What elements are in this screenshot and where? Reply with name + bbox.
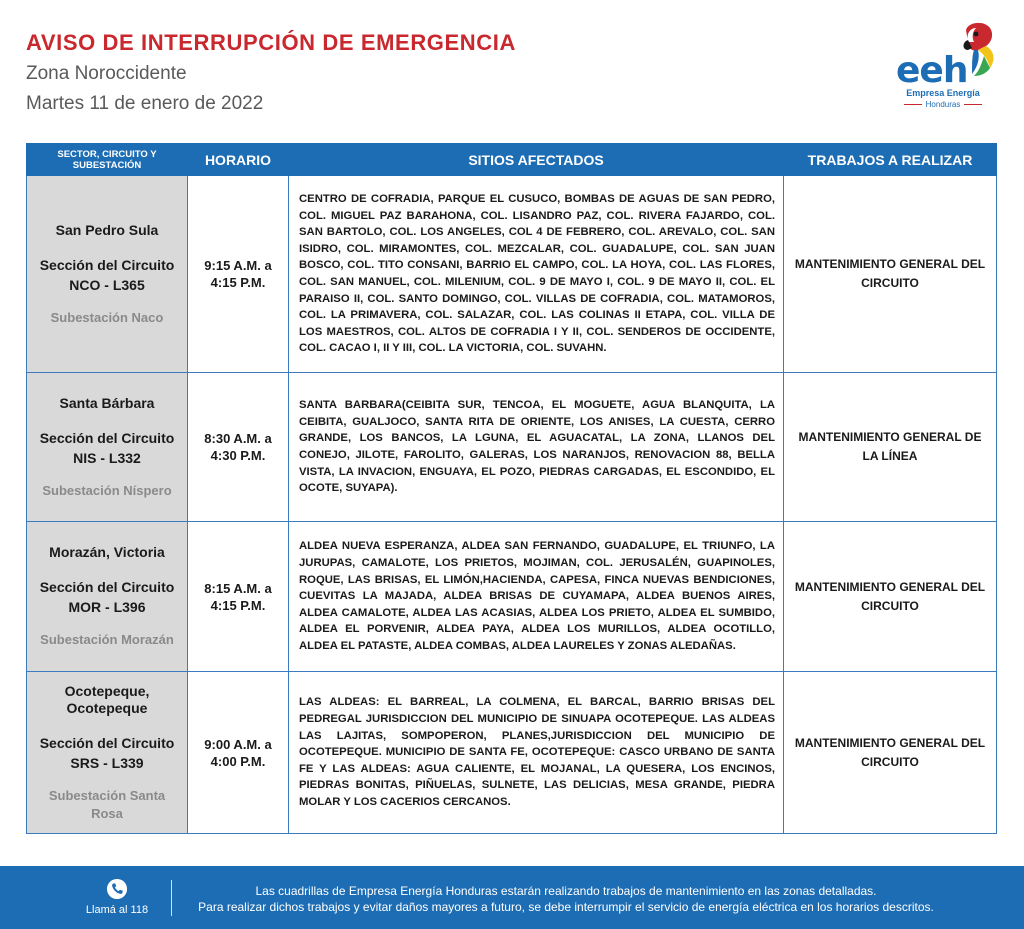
work-description: MANTENIMIENTO GENERAL DEL CIRCUITO — [784, 672, 997, 834]
interruption-table — [26, 143, 997, 834]
work-description: MANTENIMIENTO GENERAL DEL CIRCUITO — [784, 176, 997, 373]
phone-label: Llamá al 118 — [85, 904, 149, 916]
header-horario: HORARIO — [188, 144, 289, 176]
table-row — [27, 373, 997, 522]
footer-line-2: Para realizar dichos trabajos y evitar daños mayores a futuro, se debe interrumpir el servicio de energía eléctrica en los horarios descritos. — [198, 900, 934, 914]
schedule-start: 8:15 A.M. a — [204, 580, 272, 596]
date-subtitle: Martes 11 de enero de 2022 — [26, 93, 264, 114]
work-description: MANTENIMIENTO GENERAL DEL CIRCUITO — [784, 522, 997, 672]
work-description: MANTENIMIENTO GENERAL DE LA LÍNEA — [784, 373, 997, 522]
circuit-section — [33, 255, 181, 295]
logo-country: Honduras — [888, 100, 998, 109]
zone-subtitle: Zona Noroccidente — [26, 63, 187, 84]
table-row — [27, 672, 997, 834]
circuit-section-label: Sección del Circuito — [39, 734, 175, 751]
schedule-start: 9:00 A.M. a — [204, 736, 272, 752]
circuit-section-label: Sección del Circuito — [39, 429, 175, 446]
substation-name: Subestación Níspero — [42, 482, 172, 498]
sector-cell — [27, 522, 188, 672]
affected-sites: LAS ALDEAS: EL BARREAL, LA COLMENA, EL BARCAL, BARRIO BRISAS DEL PEDREGAL JURISDICCION DEL MUNICIPIO DE SINUAPA OCOTEPEQUE. LAS ALDEAS LAS LAJITAS, SOMPOPERON, PLANES,JURISDICCION DEL MUNICIPIO DE OCOTEPEQUE. MUNICIPIO DE SANTA FE, OCOTEPEQUE: CASCO URBANO DE SANTA FE Y LAS ALDEAS: AGUA CALIENTE, EL MOJANAL, LA QUESERA, LOS ENCINOS, PIEDRAS BONITAS, PIÑUELAS, SULNETE, LAS DELICIAS, MESA GRANDE, PIEDRA MOLAR Y LOS CACERIOS CERCANOS. — [289, 672, 784, 834]
header-sitios: SITIOS AFECTADOS — [289, 144, 784, 176]
footer-line-1: Las cuadrillas de Empresa Energía Honduras estarán realizando trabajos de mantenimiento en las zonas detalladas. — [255, 884, 877, 898]
header-sector: SECTOR, CIRCUITO Y SUBESTACIÓN — [27, 144, 188, 176]
substation-name: Subestación Santa Rosa — [48, 787, 166, 821]
sector-city: San Pedro Sula — [55, 221, 159, 238]
sector-cell — [27, 373, 188, 522]
company-logo — [888, 20, 998, 112]
circuit-section-label: Sección del Circuito — [39, 256, 175, 273]
sector-city: Morazán, Victoria — [49, 544, 165, 560]
schedule-end: 4:30 P.M. — [210, 448, 266, 463]
schedule-start: 8:30 A.M. a — [204, 431, 272, 446]
substation-name: Subestación Morazán — [40, 632, 174, 647]
circuit-section-label: Sección del Circuito — [39, 579, 175, 595]
schedule-end: 4:00 P.M. — [210, 753, 266, 769]
footer-banner — [0, 866, 1024, 929]
schedule-cell — [188, 373, 289, 522]
page-title: AVISO DE INTERRUPCIÓN DE EMERGENCIA — [26, 30, 516, 55]
circuit-code: NCO - L365 — [69, 276, 145, 293]
schedule-cell — [188, 522, 289, 672]
circuit-section — [33, 577, 181, 617]
table-row — [27, 176, 997, 373]
header-trabajos: TRABAJOS A REALIZAR — [784, 144, 997, 176]
circuit-section — [33, 428, 181, 468]
circuit-section — [33, 733, 181, 773]
sector-city: Santa Bárbara — [59, 394, 155, 411]
schedule-end: 4:15 P.M. — [210, 597, 266, 613]
schedule-cell — [188, 672, 289, 834]
substation-name: Subestación Naco — [50, 309, 164, 325]
schedule-start: 9:15 A.M. a — [204, 258, 272, 273]
affected-sites: ALDEA NUEVA ESPERANZA, ALDEA SAN FERNANDO, GUADALUPE, EL TRIUNFO, LA JURUPAS, CAMALOTE, LOS PRIETOS, MOJIMAN, COL. JERUSALÉN, GUAPINOLES, ROQUE, LAS BRISAS, EL LIMÓN,HACIENDA, CAPESA, FINCA NUEVAS BENDICIONES, CUEVITAS LA MAJADA, ALDEA BRISAS DE CUYAMAPA, ALDEA BUENOS AIRES, ALDEA CAMALOTE, ALDEA LAS ACASIAS, ALDEA LOS PRIETO, ALDEA EL SUMBIDO, ALDEA EL PORVENIR, ALDEA PAYA, ALDEA LOS MURILLOS, ALDEA OCOTILLO, ALDEA EL PATASTE, ALDEA COMBAS, ALDEA LAURELES Y ZONAS ALEDAÑAS. — [289, 522, 784, 672]
footer-divider — [171, 880, 172, 916]
sector-city: Ocotepeque, Ocotepeque — [64, 682, 150, 716]
schedule-cell — [188, 176, 289, 373]
circuit-code: MOR - L396 — [68, 599, 146, 615]
affected-sites: SANTA BARBARA(CEIBITA SUR, TENCOA, EL MOGUETE, AGUA BLANQUITA, LA CEIBITA, GUALJOCO, SANTA RITA DE ORIENTE, LOS ANISES, LA CUESTA, CERRO GRANDE, LOS BANCOS, LA LGUNA, EL AGUACATAL, LA ZONA, LLANOS DEL CONEJO, JILOTE, FAROLITO, GALERAS, LOS NARANJOS, RENOVACION 88, BELLA VISTA, LA INVACION, ENGUAYA, EL POZO, PIEDRAS CARGADAS, EL ESCONDIDO, EL OCOTE, SUYAPA). — [289, 373, 784, 522]
table-row — [27, 522, 997, 672]
circuit-code: SRS - L339 — [70, 754, 144, 771]
sector-cell — [27, 672, 188, 834]
logo-company-name: Empresa Energía — [906, 88, 980, 98]
affected-sites: CENTRO DE COFRADIA, PARQUE EL CUSUCO, BOMBAS DE AGUAS DE SAN PEDRO, COL. MIGUEL PAZ BARAHONA, COL. LISANDRO PAZ, COL. RIVERA FAJARDO, COL. SAN BARTOLO, COL. LOS ANGELES, COL 4 DE FEBRERO, COL. AREVALO, COL. SAN ISIDRO, COL. MIRAMONTES, COL. MEZCALAR, COL. GUADALUPE, COL. SAN JUAN BOSCO, COL. TITO CONSANI, BARRIO EL CAMPO, COL. LA HOYA, COL. LAS FLORES, COL. SAN MANUEL, COL. MILENIUM, COL. 9 DE MAYO I, COL. 9 DE MAYO II, COL. EL PARAISO II, COL. SANTO DOMINGO, COL. VILLAS DE COFRADIA, COL. MATAMOROS, COL. LA PRIMAVERA, COL. SALAZAR, COL. LAS COLINAS II ETAPA, COL. VILLA DE LOS MAESTROS, COL. ALTOS DE COFRADIA I Y II, COL. SENDEROS DE OCCIDENTE, COL. CACAO I, II Y III, COL. LA VICTORIA, COL. SUVAHN. — [289, 176, 784, 373]
footer-message — [178, 883, 954, 915]
schedule-end: 4:15 P.M. — [210, 275, 266, 290]
logo-wordmark: eeh — [896, 50, 968, 91]
table-header-row — [27, 144, 997, 176]
circuit-code: NIS - L332 — [73, 449, 141, 466]
sector-cell — [27, 176, 188, 373]
phone-icon[interactable] — [107, 879, 127, 899]
